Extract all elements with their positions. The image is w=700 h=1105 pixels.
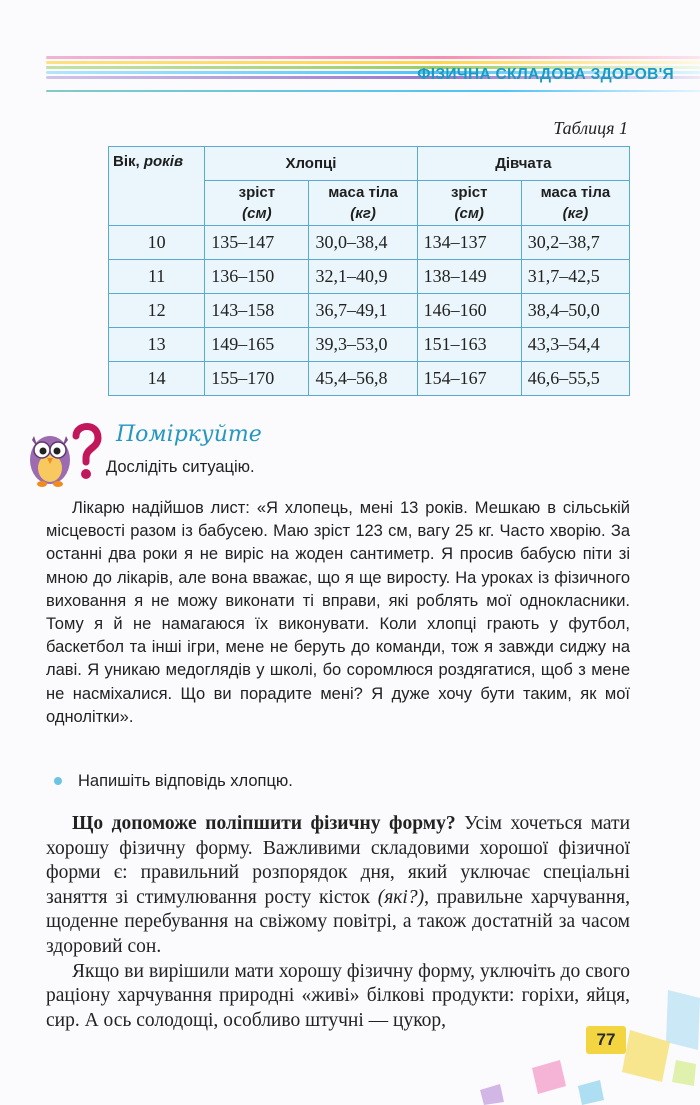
girls-height-cell: 138–149 xyxy=(417,260,521,294)
table-row xyxy=(109,328,630,362)
girls-weight-cell: 46,6–55,5 xyxy=(521,362,629,396)
boys-height-cell: 143–158 xyxy=(205,294,309,328)
owl-question-icon xyxy=(24,418,104,492)
age-cell: 13 xyxy=(109,328,205,362)
boys-height-cell: 135–147 xyxy=(205,226,309,260)
age-cell: 14 xyxy=(109,362,205,396)
girls-height-cell: 154–167 xyxy=(417,362,521,396)
boys-weight-cell: 39,3–53,0 xyxy=(309,328,417,362)
table-row xyxy=(109,260,630,294)
bullet-dot-icon xyxy=(54,777,62,785)
group-header-boys: Хлопці xyxy=(205,147,417,181)
girls-weight-cell: 43,3–54,4 xyxy=(521,328,629,362)
girls-height-cell: 151–163 xyxy=(417,328,521,362)
boys-weight-cell: 30,0–38,4 xyxy=(309,226,417,260)
age-cell: 10 xyxy=(109,226,205,260)
growth-table xyxy=(108,146,630,396)
table-row xyxy=(109,226,630,260)
page-number: 77 xyxy=(586,1026,626,1054)
table-header-row xyxy=(109,147,630,181)
age-header xyxy=(109,147,205,226)
table-caption: Таблиця 1 xyxy=(553,118,628,138)
task-text: Напишіть відповідь хлопцю. xyxy=(78,772,293,790)
body-paragraph-1-heading: Що допоможе поліпшити фізичну форму? xyxy=(72,813,456,834)
boys-weight-cell: 32,1–40,9 xyxy=(309,260,417,294)
boys-height-cell: 136–150 xyxy=(205,260,309,294)
group-header-girls: Дівчата xyxy=(417,147,629,181)
age-header-unit: років xyxy=(143,153,184,170)
subheader-girls-weight: маса тіла (кг) xyxy=(521,181,629,226)
girls-weight-cell: 30,2–38,7 xyxy=(521,226,629,260)
body-paragraph-1: Що допоможе поліпшити фізичну форму? Усім хочеться мати хорошу фізичну форму. Важливими складовими хорошої фізичної форми є: правильний розпорядок дня, який уключає спеціальні заняття зі стимулювання росту кісток (які?), правильне харчування, щоденне перебування на свіжому повітрі, а також достатній за часом здоровий сон. xyxy=(46,813,631,957)
age-cell: 12 xyxy=(109,294,205,328)
age-header-prefix: Вік, xyxy=(113,153,140,170)
subheader-boys-height: зріст (см) xyxy=(205,181,309,226)
letter-paragraph: Лікарю надійшов лист: «Я хлопець, мені 13 років. Мешкаю в сільській місцевості разом із бабусею. Маю зріст 123 см, вагу 25 кг. Часто хворію. За останні два роки я не виріс на жоден сантиметр. Я просив бабусю піти зі мною до лікарів, але вона вважає, що я ще виросту. На уроках із фізичного виховання я не можу виконати ті вправи, які роблять мої однокласники. Тому я й не намагаюся їх виконувати. Коли хлопці грають у футбол, баскетбол та інші ігри, мене не беруть до команди, тож я завжди сиджу на лаві. Я уникаю медоглядів у школі, бо соромлюся роздягатися, щоб з мене не насміхалися. Що ви порадите мені? Я дуже хочу бути таким, як мої однолітки». xyxy=(46,499,630,726)
subheader-boys-weight: маса тіла (кг) xyxy=(309,181,417,226)
confetti-decoration xyxy=(440,990,700,1105)
boys-height-cell: 155–170 xyxy=(205,362,309,396)
think-heading: Поміркуйте xyxy=(116,422,262,447)
think-subtitle: Дослідіть ситуацію. xyxy=(106,458,255,476)
boys-weight-cell: 36,7–49,1 xyxy=(309,294,417,328)
girls-weight-cell: 38,4–50,0 xyxy=(521,294,629,328)
boys-height-cell: 149–165 xyxy=(205,328,309,362)
body-paragraph-2: Якщо ви вирішили мати хорошу фізичну форму, уключіть до свого раціону харчування природні «живі» білкові продукти: горіхи, яйця, сир. А ось солодощі, особливо штучні — цукор, xyxy=(46,960,630,1031)
girls-height-cell: 146–160 xyxy=(417,294,521,328)
letter-text xyxy=(46,497,630,729)
boys-weight-cell: 45,4–56,8 xyxy=(309,362,417,396)
table-row xyxy=(109,294,630,328)
girls-height-cell: 134–137 xyxy=(417,226,521,260)
section-title: ФІЗИЧНА СКЛАДОВА ЗДОРОВ'Я xyxy=(417,66,674,83)
table-row xyxy=(109,362,630,396)
age-cell: 11 xyxy=(109,260,205,294)
subheader-girls-height: зріст (см) xyxy=(417,181,521,226)
girls-weight-cell: 31,7–42,5 xyxy=(521,260,629,294)
task-bullet xyxy=(78,772,293,791)
